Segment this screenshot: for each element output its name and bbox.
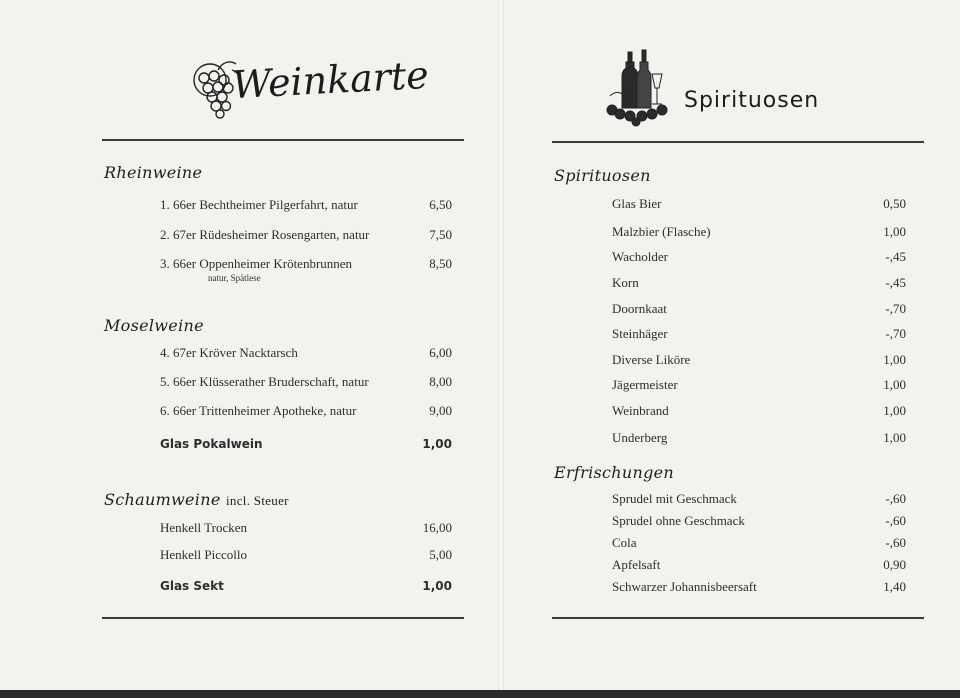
spirit-item-10: Underberg bbox=[612, 430, 668, 445]
wine-price-4: 6,00 bbox=[429, 345, 452, 360]
left-top-rule bbox=[102, 139, 464, 141]
right-top-rule bbox=[552, 141, 924, 143]
spirit-item-8: Jägermeister bbox=[612, 377, 678, 392]
drink-item-4: Apfelsaft bbox=[612, 557, 661, 572]
wine-item-5: 5. 66er Klüsserather Bruderschaft, natur bbox=[160, 374, 369, 389]
wine-price-2: 7,50 bbox=[429, 227, 452, 242]
wine-item-4: 4. 67er Kröver Nacktarsch bbox=[160, 345, 298, 360]
drink-item-1: Sprudel mit Geschmack bbox=[612, 491, 737, 506]
spirit-item-5: Doornkaat bbox=[612, 301, 667, 316]
spirit-item-6: Steinhäger bbox=[612, 326, 668, 341]
spirit-price-6: -,70 bbox=[885, 326, 906, 341]
spirit-price-2: 1,00 bbox=[883, 224, 906, 239]
wine-price-1: 6,50 bbox=[429, 197, 452, 212]
spirit-price-8: 1,00 bbox=[883, 377, 906, 392]
wine-item-3-note: natur, Spätlese bbox=[208, 273, 261, 283]
spirit-item-9: Weinbrand bbox=[612, 403, 669, 418]
wine-item-6: 6. 66er Trittenheimer Apotheke, natur bbox=[160, 403, 357, 418]
drink-item-3: Cola bbox=[612, 535, 637, 550]
spirit-price-4: -,45 bbox=[885, 275, 906, 290]
spirit-price-3: -,45 bbox=[885, 249, 906, 264]
drink-price-2: -,60 bbox=[885, 513, 906, 528]
right-page bbox=[504, 0, 960, 690]
sekt-item-2: Henkell Piccollo bbox=[160, 547, 248, 562]
wine-price-5: 8,00 bbox=[429, 374, 452, 389]
drink-price-5: 1,40 bbox=[883, 579, 906, 594]
spirit-price-9: 1,00 bbox=[883, 403, 906, 418]
glas-sekt-price: 1,00 bbox=[422, 579, 452, 593]
left-bottom-rule bbox=[102, 617, 464, 619]
section-heading-spirituosen: Spirituosen bbox=[554, 166, 651, 185]
drink-price-1: -,60 bbox=[885, 491, 906, 506]
right-bottom-rule bbox=[552, 617, 924, 619]
wine-item-3: 3. 66er Oppenheimer Krötenbrunnen bbox=[160, 256, 353, 271]
spirit-item-2: Malzbier (Flasche) bbox=[612, 224, 711, 239]
spirit-item-4: Korn bbox=[612, 275, 639, 290]
spirit-price-1: 0,50 bbox=[883, 196, 906, 211]
spirit-price-10: 1,00 bbox=[883, 430, 906, 445]
spirit-price-7: 1,00 bbox=[883, 352, 906, 367]
sekt-item-1: Henkell Trocken bbox=[160, 520, 248, 535]
right-page-title: Spirituosen bbox=[684, 88, 820, 113]
spirit-item-3: Wacholder bbox=[612, 249, 668, 264]
drink-price-3: -,60 bbox=[885, 535, 906, 550]
wine-item-2: 2. 67er Rüdesheimer Rosengarten, natur bbox=[160, 227, 370, 242]
section-heading-moselweine: Moselweine bbox=[104, 316, 204, 335]
section-heading-erfrischungen: Erfrischungen bbox=[554, 463, 675, 482]
spirit-item-7: Diverse Liköre bbox=[612, 352, 691, 367]
glas-pokalwein-price: 1,00 bbox=[422, 437, 452, 451]
wine-price-6: 9,00 bbox=[429, 403, 452, 418]
wine-item-1: 1. 66er Bechtheimer Pilgerfahrt, natur bbox=[160, 197, 358, 212]
sekt-price-2: 5,00 bbox=[429, 547, 452, 562]
glas-sekt: Glas Sekt bbox=[160, 579, 224, 593]
left-page-title: Weinkarte bbox=[230, 52, 430, 108]
section-heading-rheinweine: Rheinweine bbox=[104, 163, 203, 182]
schaumweine-title: Schaumweine bbox=[104, 490, 221, 509]
section-heading-schaumweine bbox=[104, 490, 289, 509]
schaumweine-note: incl. Steuer bbox=[226, 493, 289, 508]
drink-item-2: Sprudel ohne Geschmack bbox=[612, 513, 745, 528]
drink-price-4: 0,90 bbox=[883, 557, 906, 572]
spirit-item-1: Glas Bier bbox=[612, 196, 662, 211]
bottles-icon bbox=[600, 48, 680, 128]
wine-price-3: 8,50 bbox=[429, 256, 452, 271]
sekt-price-1: 16,00 bbox=[422, 520, 452, 535]
drink-item-5: Schwarzer Johannisbeersaft bbox=[612, 579, 757, 594]
glas-pokalwein: Glas Pokalwein bbox=[160, 437, 263, 451]
spirit-price-5: -,70 bbox=[885, 301, 906, 316]
